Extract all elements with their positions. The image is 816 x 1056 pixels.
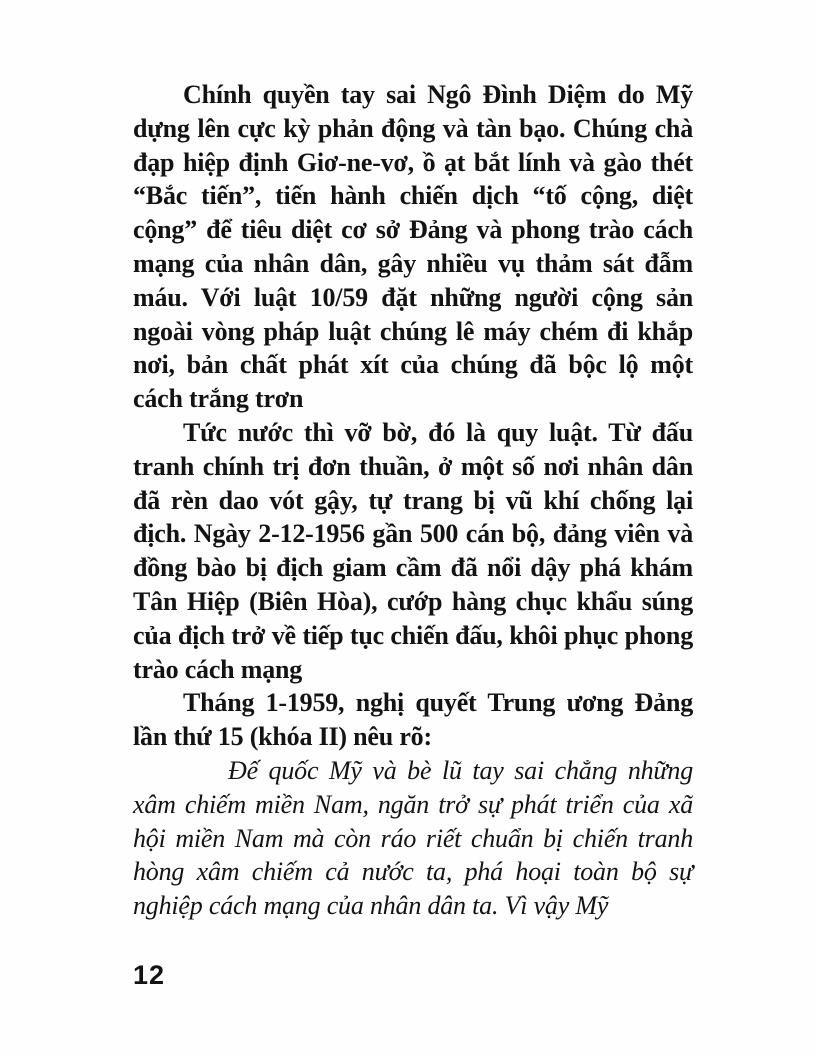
- paragraph-resolution-quote: Đế quốc Mỹ và bè lũ tay sai chẳng những xâm chiếm miền Nam, ngăn trở sự phát triển của xã hội miền Nam mà còn ráo riết chuẩn bị chiến tranh hòng xâm chiếm cả nước ta, phá hoại toàn bộ sự nghiệp cách mạng của nhân dân ta. Vì vậy Mỹ: [133, 755, 693, 921]
- paragraph-resolution-intro: Tháng 1-1959, nghị quyết Trung ương Đảng lần thứ 15 (khóa II) nêu rõ:: [133, 688, 693, 752]
- page-number: 12: [133, 960, 166, 990]
- paragraph-uprising: Tức nước thì vỡ bờ, đó là quy luật. Từ đấu tranh chính trị đơn thuần, ở một số nơi nhân dân đã rèn dao vót gậy, tự trang bị vũ khí chống lại địch. Ngày 2-12-1956 gần 500 cán bộ, đảng viên và đồng bào bị địch giam cầm đã nổi dậy phá khám Tân Hiệp (Biên Hòa), cướp hàng chục khẩu súng của địch trở về tiếp tục chiến đấu, khôi phục phong trào cách mạng: [133, 417, 693, 684]
- text-block: [133, 78, 693, 923]
- paragraph-diem-regime: Chính quyền tay sai Ngô Đình Diệm do Mỹ dựng lên cực kỳ phản động và tàn bạo. Chúng chà đạp hiệp định Giơ-ne-vơ, ồ ạt bắt lính và gào thét “Bắc tiến”, tiến hành chiến dịch “tố cộng, diệt cộng” để tiêu diệt cơ sở Đảng và phong trào cách mạng của nhân dân, gây nhiều vụ thảm sát đẫm máu. Với luật 10/59 đặt những người cộng sản ngoài vòng pháp luật chúng lê máy chém đi khắp nơi, bản chất phát xít của chúng đã bộc lộ một cách trắng trơn: [133, 80, 693, 414]
